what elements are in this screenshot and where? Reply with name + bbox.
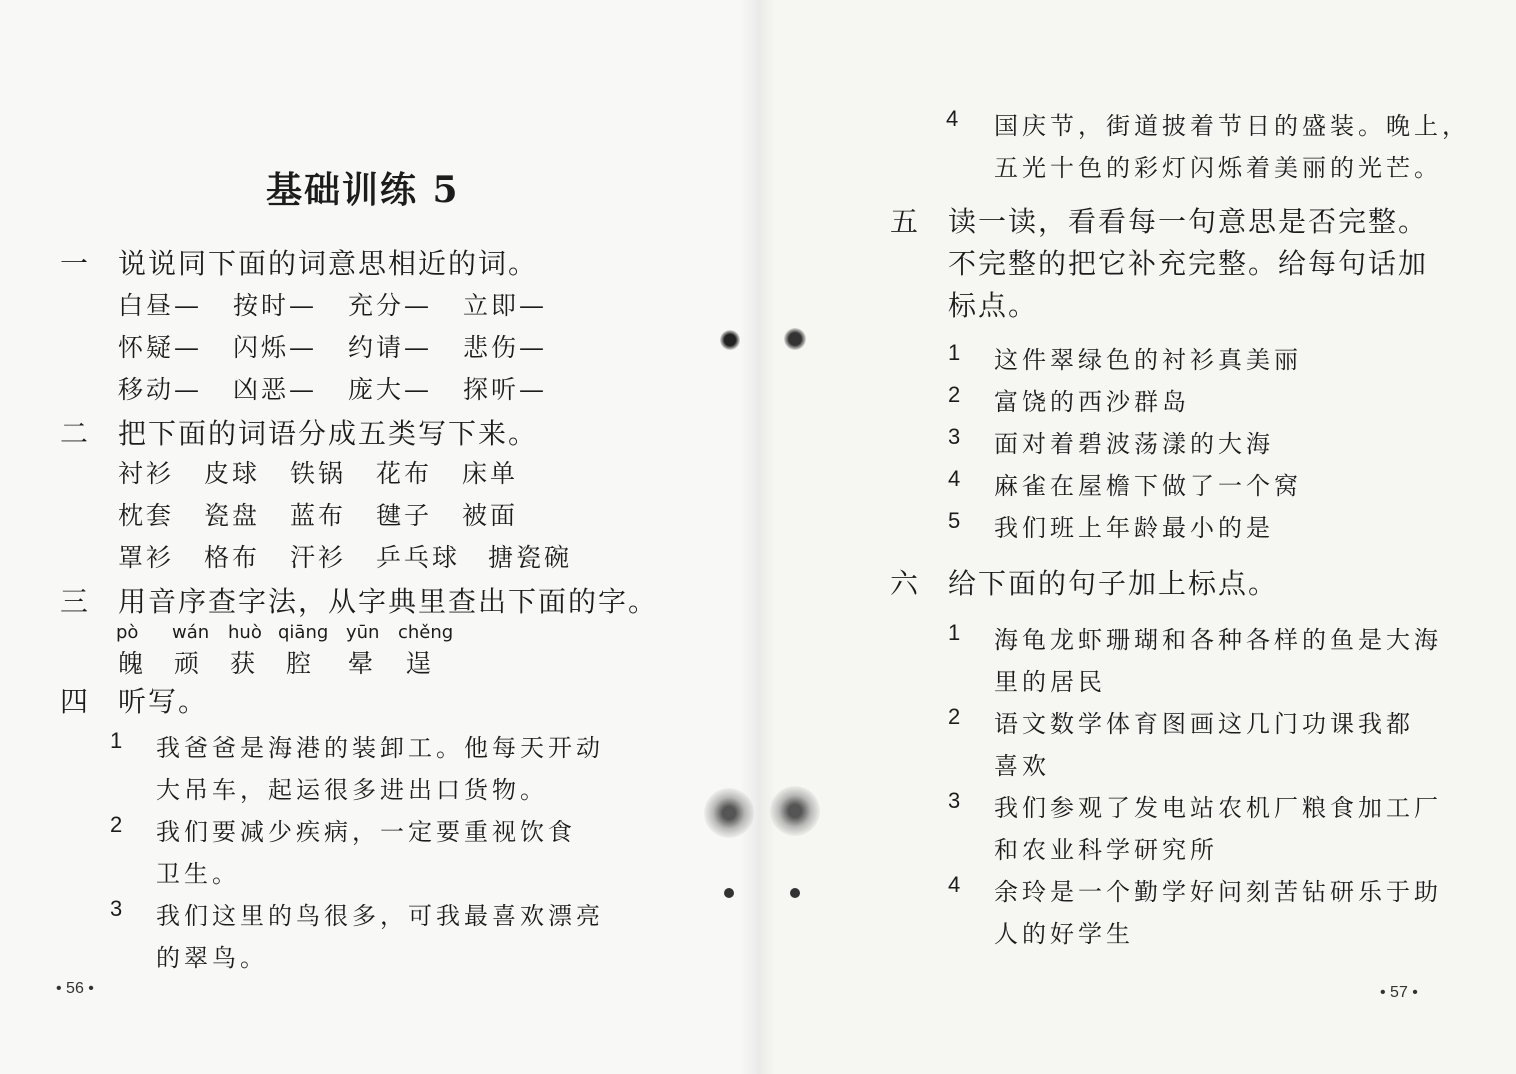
word: 白昼— <box>118 291 203 320</box>
char: 晕 <box>348 649 377 678</box>
s6-item-4-line-2: 人的好学生 <box>994 920 1134 948</box>
s6-item-1-line-1: 海龟龙虾珊瑚和各种各样的鱼是大海 <box>994 626 1442 654</box>
dictation-2-line-1: 我们要减少疾病，一定要重视饮食 <box>156 818 576 846</box>
pinyin-row <box>116 622 453 643</box>
s5-item-1-number: 1 <box>948 340 961 365</box>
word: 毽子 <box>376 501 433 530</box>
word: 庞大— <box>348 375 433 404</box>
dictation-2-number: 2 <box>110 812 123 837</box>
s6-item-2-number: 2 <box>948 704 961 729</box>
pinyin: yūn <box>346 622 380 643</box>
section-1-row-1 <box>118 286 547 322</box>
s5-item-1: 这件翠绿色的衬衫真美丽 <box>994 346 1302 374</box>
word: 皮球 <box>204 459 261 488</box>
dictation-1-line-1: 我爸爸是海港的装卸工。他每天开动 <box>156 734 604 762</box>
word: 搪瓷碗 <box>488 543 573 572</box>
section-2-instruction: 把下面的词语分成五类写下来。 <box>118 417 539 450</box>
s6-item-1-line-2: 里的居民 <box>994 668 1106 696</box>
s5-item-4-number: 4 <box>948 466 961 491</box>
word: 移动— <box>118 375 203 404</box>
dictation-4-line-2: 五光十色的彩灯闪烁着美丽的光芒。 <box>994 154 1442 182</box>
word: 悲伤— <box>463 333 548 362</box>
s5-item-3: 面对着碧波荡漾的大海 <box>994 430 1274 458</box>
section-2-number: 二 <box>60 417 91 450</box>
word: 枕套 <box>118 501 175 530</box>
word: 怀疑— <box>118 333 203 362</box>
dictation-4-line-1: 国庆节，街道披着节日的盛装。晚上， <box>994 112 1470 140</box>
staple-hole <box>720 330 740 350</box>
word: 汗衫 <box>290 543 347 572</box>
pinyin: qiāng <box>278 622 329 643</box>
section-2-row-1 <box>118 454 518 490</box>
s5-item-3-number: 3 <box>948 424 961 449</box>
word: 格布 <box>204 543 261 572</box>
dictation-3-line-1: 我们这里的鸟很多，可我最喜欢漂亮 <box>156 902 604 930</box>
section-5-line-2: 不完整的把它补充完整。给每句话加 <box>948 247 1429 280</box>
page-number-left: • 56 • <box>56 980 94 997</box>
section-4-instruction: 听写。 <box>118 685 209 718</box>
s5-item-4: 麻雀在屋檐下做了一个窝 <box>994 472 1302 500</box>
pinyin: wán <box>172 622 210 643</box>
word: 探听— <box>463 375 548 404</box>
s6-item-4-line-1: 余玲是一个勤学好问刻苦钻研乐于助 <box>994 878 1442 906</box>
word: 铁锅 <box>290 459 347 488</box>
s5-item-5-number: 5 <box>948 508 961 533</box>
s6-item-3-line-1: 我们参观了发电站农机厂粮食加工厂 <box>994 794 1442 822</box>
char: 获 <box>230 649 259 678</box>
word: 乒乓球 <box>376 543 461 572</box>
word: 凶恶— <box>233 375 318 404</box>
s6-item-1-number: 1 <box>948 620 961 645</box>
section-1-row-3 <box>118 370 547 406</box>
section-1-instruction: 说说同下面的词意思相近的词。 <box>118 247 539 280</box>
pinyin: chěng <box>398 622 454 643</box>
s6-item-3-line-2: 和农业科学研究所 <box>994 836 1218 864</box>
dictation-1-line-2: 大吊车，起运很多进出口货物。 <box>156 776 548 804</box>
staple-hole <box>770 786 820 836</box>
right-page <box>758 0 1516 1074</box>
staple-hole <box>704 788 754 838</box>
section-1-row-2 <box>118 328 547 364</box>
word: 衬衫 <box>118 459 175 488</box>
word: 瓷盘 <box>204 501 261 530</box>
section-4-number: 四 <box>60 685 91 718</box>
section-6-number: 六 <box>890 567 921 600</box>
page-number-right: • 57 • <box>1380 984 1418 1001</box>
staple-hole <box>784 328 806 350</box>
section-1-number: 一 <box>60 247 91 280</box>
section-2-row-3 <box>118 538 572 574</box>
book-gutter <box>740 0 776 1074</box>
section-5-number: 五 <box>890 205 921 238</box>
s5-item-2: 富饶的西沙群岛 <box>994 388 1190 416</box>
dictation-1-number: 1 <box>110 728 123 753</box>
pinyin: huò <box>228 622 262 643</box>
section-3-number: 三 <box>60 585 91 618</box>
section-2-row-2 <box>118 496 518 532</box>
section-5-line-3: 标点。 <box>948 289 1039 322</box>
section-5-line-1: 读一读，看看每一句意思是否完整。 <box>948 205 1429 238</box>
lookup-chars-row <box>118 644 434 680</box>
section-6-instruction: 给下面的句子加上标点。 <box>948 567 1279 600</box>
word: 罩衫 <box>118 543 175 572</box>
pinyin: pò <box>116 622 139 643</box>
word: 花布 <box>376 459 433 488</box>
word: 按时— <box>233 291 318 320</box>
word: 被面 <box>462 501 519 530</box>
word: 立即— <box>463 291 548 320</box>
word: 闪烁— <box>233 333 318 362</box>
staple-hole <box>724 888 734 898</box>
s5-item-2-number: 2 <box>948 382 961 407</box>
section-3-instruction: 用音序查字法，从字典里查出下面的字。 <box>118 585 659 618</box>
exercise-title: 基础训练 5 <box>266 169 460 211</box>
staple-hole <box>790 888 800 898</box>
dictation-4-number: 4 <box>946 106 959 131</box>
s6-item-2-line-2: 喜欢 <box>994 752 1050 780</box>
char: 魄 <box>118 649 147 678</box>
char: 腔 <box>286 649 315 678</box>
char: 顽 <box>174 649 203 678</box>
word: 充分— <box>348 291 433 320</box>
word: 床单 <box>462 459 519 488</box>
char: 逞 <box>406 649 435 678</box>
s6-item-3-number: 3 <box>948 788 961 813</box>
dictation-3-line-2: 的翠鸟。 <box>156 944 268 972</box>
s5-item-5: 我们班上年龄最小的是 <box>994 514 1274 542</box>
dictation-3-number: 3 <box>110 896 123 921</box>
s6-item-2-line-1: 语文数学体育图画这几门功课我都 <box>994 710 1414 738</box>
word: 约请— <box>348 333 433 362</box>
s6-item-4-number: 4 <box>948 872 961 897</box>
word: 蓝布 <box>290 501 347 530</box>
dictation-2-line-2: 卫生。 <box>156 860 240 888</box>
